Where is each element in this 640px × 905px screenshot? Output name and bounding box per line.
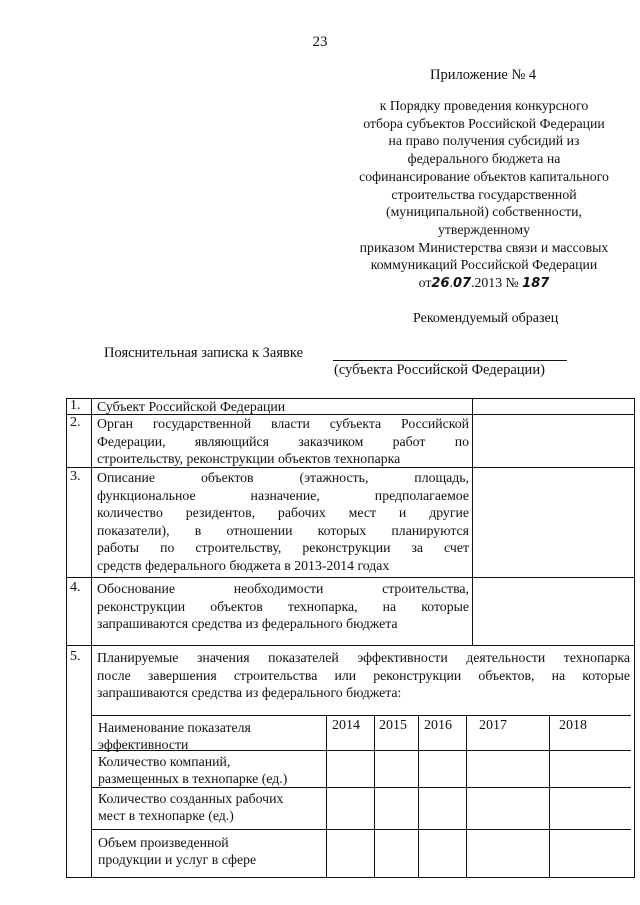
row-text-line: после завершения строительства или реконструкции объектов, на которые (97, 667, 630, 683)
row-text (97, 649, 630, 702)
year-header-2015: 2015 (379, 718, 407, 733)
indicator-name-header (98, 719, 251, 753)
date-separator: . (449, 275, 453, 291)
indicator-row-line: Объем произведенной (98, 835, 229, 850)
row-text-line: работы по строительству, реконструкции за счет (97, 540, 469, 555)
appendix-note-line: утвержденному (437, 221, 531, 237)
row-text-line: количество резидентов, рабочих мест и другие (97, 505, 469, 520)
subject-blank-caption: (субъекта Российской Федерации) (334, 362, 545, 378)
year-header-2016: 2016 (424, 718, 452, 733)
year-header-2017: 2017 (479, 718, 507, 733)
row-text-line: Описание объектов (этажность, площадь, (97, 470, 469, 485)
date-prefix: от (418, 275, 432, 291)
indicator-row (98, 790, 283, 824)
row-text (97, 469, 469, 574)
appendix-note-line: отбора субъектов Российской Федерации (363, 115, 605, 131)
indicators-rule (91, 787, 631, 788)
row-text (97, 580, 469, 633)
indicators-rule (549, 715, 550, 878)
indicator-row (98, 834, 256, 868)
order-date-line (330, 274, 638, 293)
indicator-row-line: размещенных в технопарке (ед.) (98, 771, 288, 786)
date-month: 07 (452, 276, 472, 292)
row-text-line: Орган государственной власти субъекта Российской (97, 416, 469, 431)
order-number: 187 (522, 276, 550, 292)
row-number: 4. (70, 580, 81, 595)
appendix-note-line: к Порядку проведения конкурсного (379, 98, 589, 113)
indicators-rule (91, 715, 92, 878)
appendix-note (330, 97, 638, 293)
row-number: 5. (70, 649, 81, 664)
appendix-title: Приложение № 4 (430, 67, 537, 83)
indicators-rule (466, 715, 467, 878)
row-text (97, 398, 469, 416)
indicator-row-line: Количество компаний, (98, 754, 231, 769)
indicators-rule (418, 715, 419, 878)
indicator-row-line: продукции и услуг в сфере (98, 852, 257, 867)
table-rule (66, 577, 635, 578)
date-day: 26 (431, 276, 450, 292)
explanatory-note-label: Пояснительная записка к Заявке (104, 345, 303, 361)
row-text-line: реконструкции объектов технопарка, на которые (97, 598, 469, 614)
row-number: 2. (70, 415, 81, 430)
table-rule (472, 398, 473, 645)
indicator-row-line: мест в технопарке (ед.) (98, 808, 234, 823)
row-text-line: Планируемые значения показателей эффективности деятельности технопарка (97, 650, 630, 665)
page-number: 23 (312, 34, 328, 50)
row-text (97, 415, 469, 468)
indicators-table (91, 715, 631, 878)
row-text-line: функциональное назначение, предполагаемое (97, 487, 469, 503)
table-rule (634, 398, 635, 878)
date-year: .2013 № (471, 275, 519, 291)
row-text-line: запрашиваются средства из федерального бюджета: (97, 685, 402, 700)
appendix-note-line: строительства государственной (391, 186, 577, 202)
row-text-line: Федерации, являющийся заказчиком работ по (97, 433, 469, 449)
appendix-note-line: приказом Министерства связи и массовых (359, 239, 609, 255)
appendix-note-line: на право получения субсидий из (388, 133, 580, 149)
indicator-name-header-line: эффективности (98, 737, 189, 752)
indicators-rule (374, 715, 375, 878)
row-number: 3. (70, 469, 81, 484)
row-text-line: Обоснование необходимости строительства, (97, 581, 469, 596)
row-number: 1. (70, 398, 81, 413)
indicator-name-header-line: Наименование показателя (98, 720, 251, 735)
indicators-rule (91, 715, 631, 716)
appendix-note-line: коммуникаций Российской Федерации (370, 257, 598, 273)
row-text-line: запрашиваются средства из федерального бюджета (97, 616, 398, 631)
application-table (66, 398, 635, 878)
year-header-2014: 2014 (332, 718, 360, 733)
table-rule (66, 645, 635, 646)
indicators-rule (91, 829, 631, 830)
appendix-note-line: федерального бюджета на (407, 151, 561, 167)
indicator-row (98, 753, 287, 787)
subject-blank-line (333, 360, 567, 361)
recommended-sample-label: Рекомендуемый образец (413, 311, 559, 326)
appendix-note-line: софинансирование объектов капитального (359, 168, 609, 184)
row-text-line: средств федерального бюджета в 2013-2014 годах (97, 557, 390, 573)
row-text-line: строительству, реконструкции объектов технопарка (97, 451, 401, 466)
row-text-line: показатели), в отношении которых планируются (97, 522, 469, 538)
table-rule (66, 398, 67, 878)
indicator-row-line: Количество созданных рабочих (98, 791, 284, 806)
indicators-rule (326, 715, 327, 878)
row-text-line: Субъект Российской Федерации (97, 399, 286, 414)
year-header-2018: 2018 (559, 718, 587, 733)
appendix-note-line: (муниципальной) собственности, (385, 204, 583, 220)
